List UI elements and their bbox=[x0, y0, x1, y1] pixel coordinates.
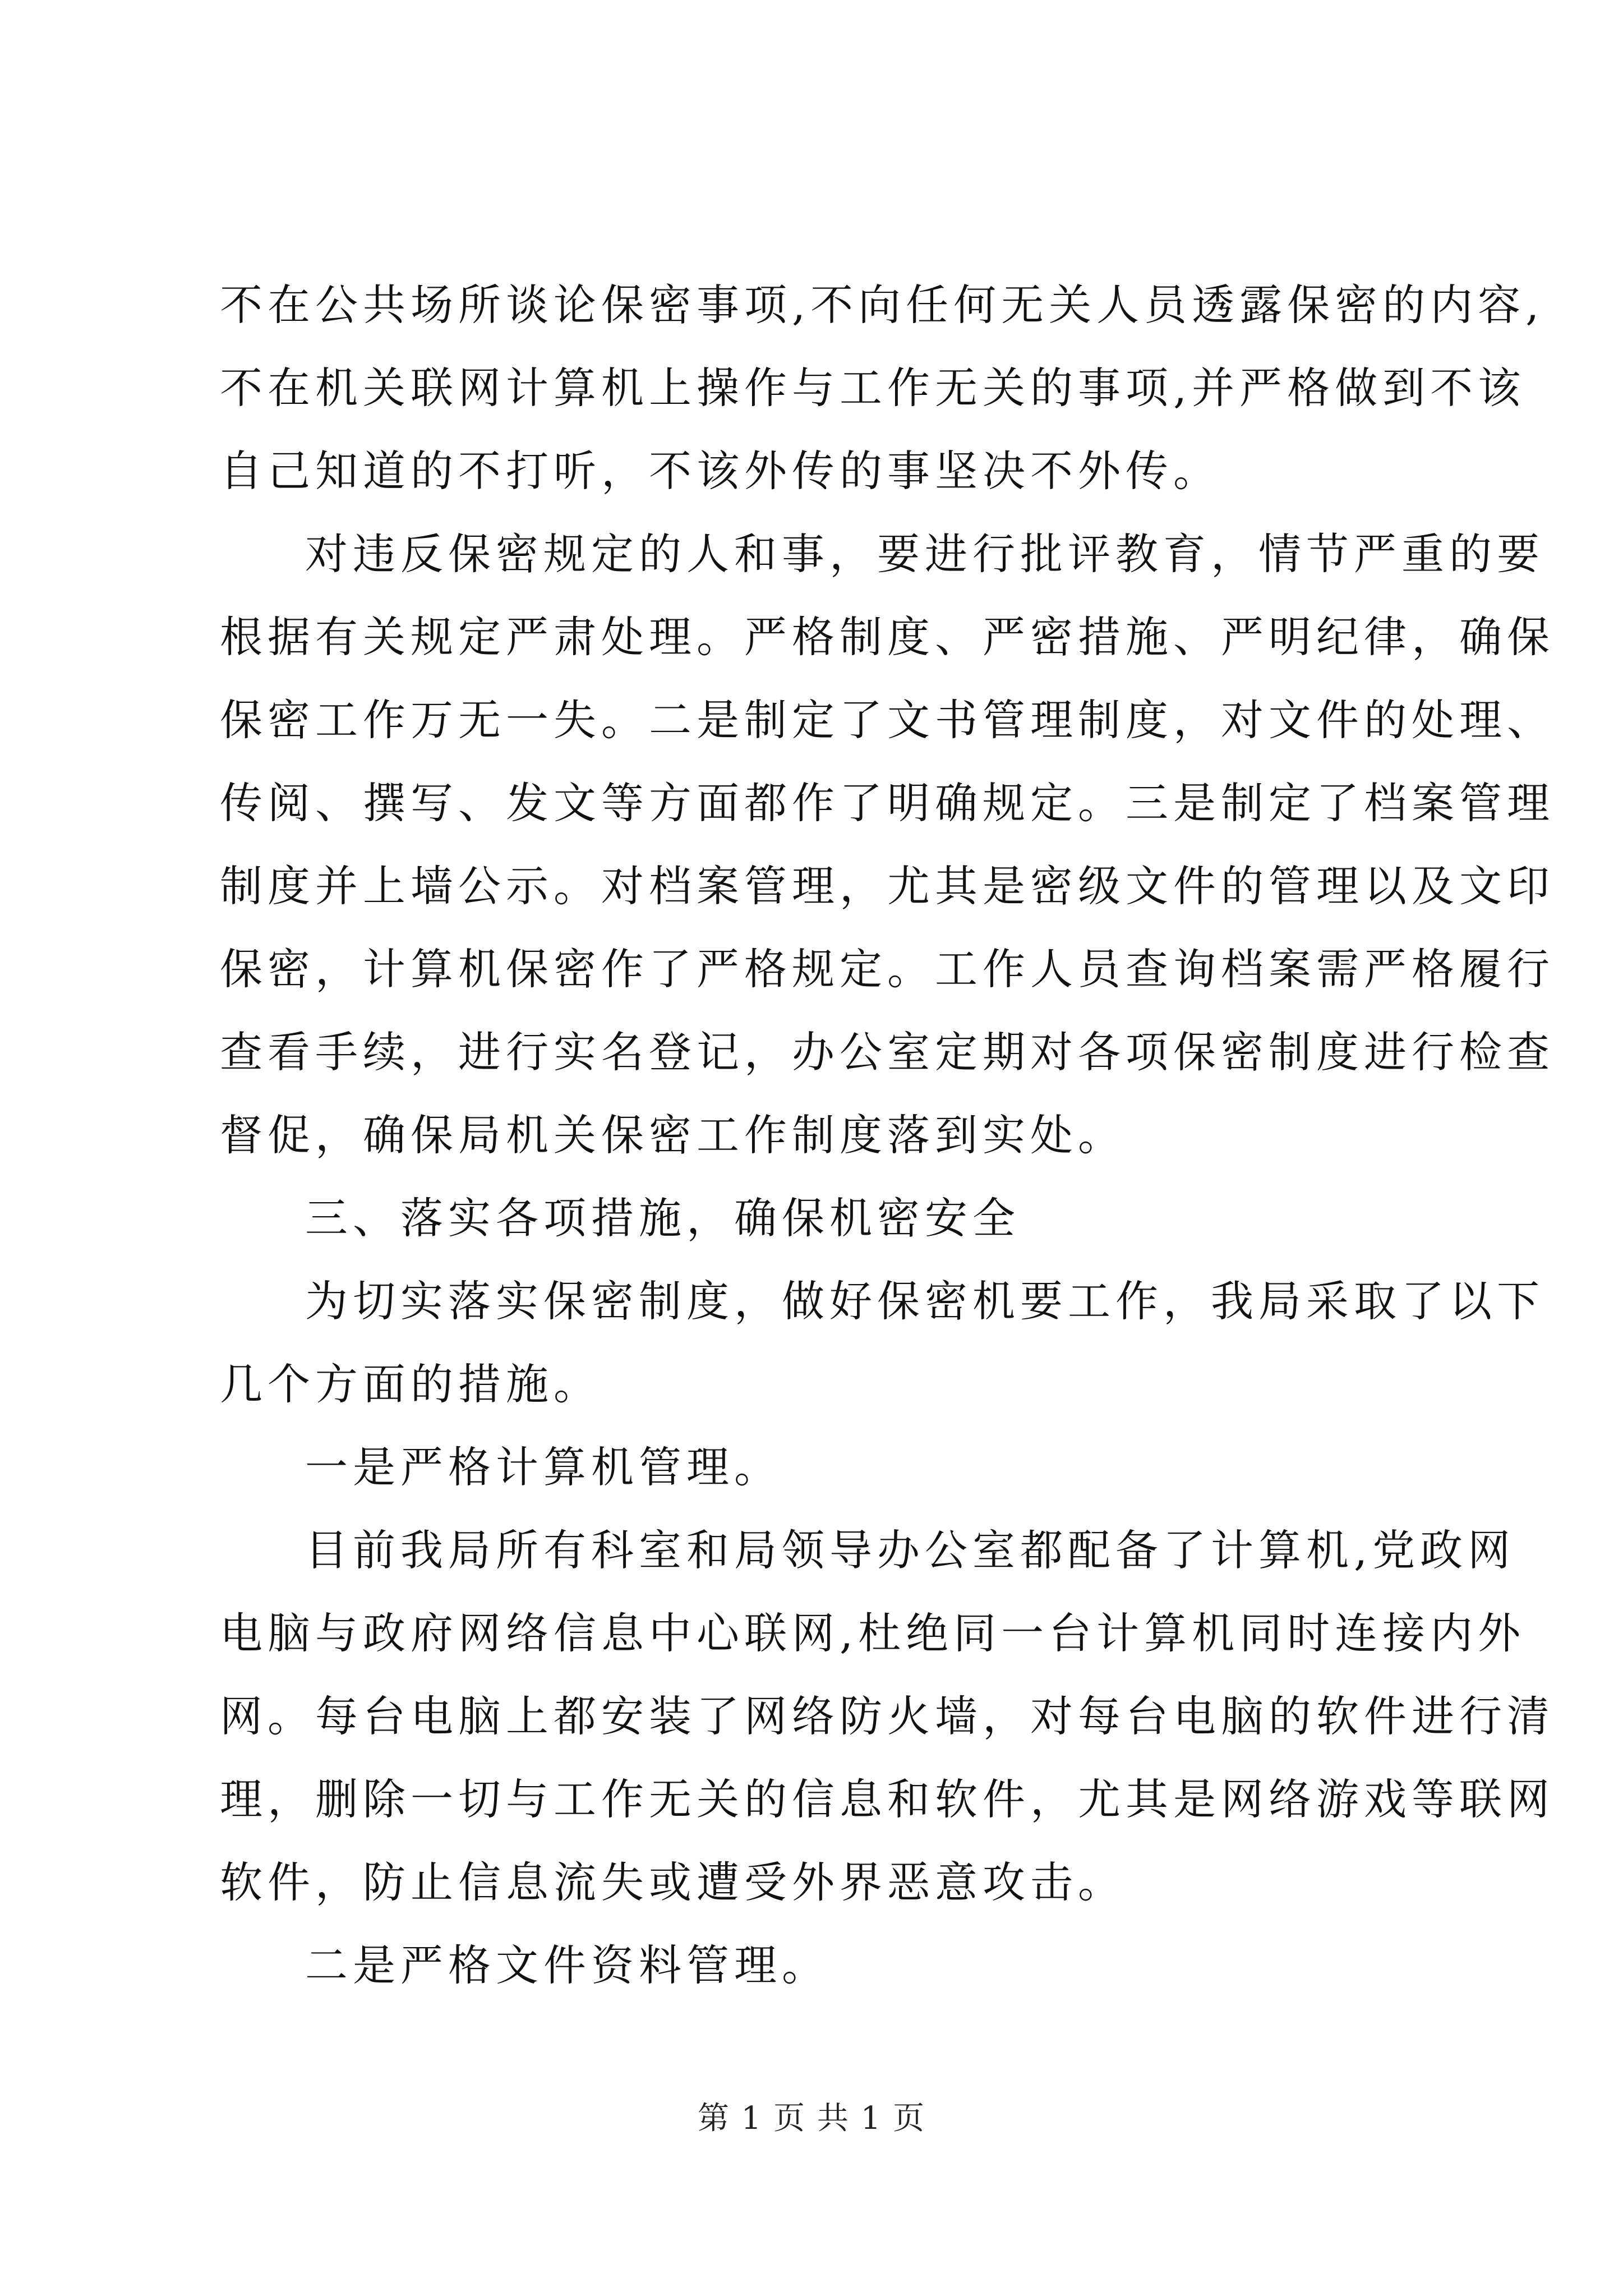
section-heading: 三、落实各项措施，确保机密安全 bbox=[305, 1193, 1020, 1243]
text-line: 查看手续，进行实名登记，办公室定期对各项保密制度进行检查 bbox=[220, 1027, 1555, 1077]
text-line: 传阅、撰写、发文等方面都作了明确规定。三是制定了档案管理 bbox=[220, 778, 1555, 828]
text-line: 不在机关联网计算机上操作与工作无关的事项,并严格做到不该 bbox=[220, 363, 1526, 413]
text-line: 根据有关规定严肃处理。严格制度、严密措施、严明纪律，确保 bbox=[220, 612, 1555, 662]
paragraph-first-line: 为切实落实保密制度，做好保密机要工作，我局采取了以下 bbox=[305, 1276, 1544, 1326]
text-line: 不在公共场所谈论保密事项,不向任何无关人员透露保密的内容, bbox=[220, 280, 1544, 330]
text-line: 制度并上墙公示。对档案管理，尤其是密级文件的管理以及文印 bbox=[220, 861, 1555, 911]
text-line: 督促，确保局机关保密工作制度落到实处。 bbox=[220, 1110, 1126, 1160]
text-line: 几个方面的措施。 bbox=[220, 1359, 601, 1409]
paragraph-first-line: 目前我局所有科室和局领导办公室都配备了计算机,党政网 bbox=[305, 1525, 1516, 1575]
text-line: 理，删除一切与工作无关的信息和软件，尤其是网络游戏等联网 bbox=[220, 1774, 1555, 1824]
page-footer: 第 1 页 共 1 页 bbox=[697, 2100, 926, 2137]
document-body bbox=[220, 264, 1555, 2007]
text-line: 保密，计算机保密作了严格规定。工作人员查询档案需严格履行 bbox=[220, 944, 1555, 994]
paragraph-first-line: 对违反保密规定的人和事，要进行批评教育，情节严重的要 bbox=[305, 529, 1544, 579]
text-line: 自己知道的不打听，不该外传的事坚决不外传。 bbox=[220, 446, 1221, 496]
subheading: 一是严格计算机管理。 bbox=[305, 1442, 782, 1492]
subheading: 二是严格文件资料管理。 bbox=[305, 1940, 829, 1990]
text-line: 电脑与政府网络信息中心联网,杜绝同一台计算机同时连接内外 bbox=[220, 1608, 1526, 1658]
text-line: 保密工作万无一失。二是制定了文书管理制度，对文件的处理、 bbox=[220, 695, 1555, 745]
text-line: 软件，防止信息流失或遭受外界恶意攻击。 bbox=[220, 1857, 1126, 1907]
text-line: 网。每台电脑上都安装了网络防火墙，对每台电脑的软件进行清 bbox=[220, 1691, 1555, 1741]
